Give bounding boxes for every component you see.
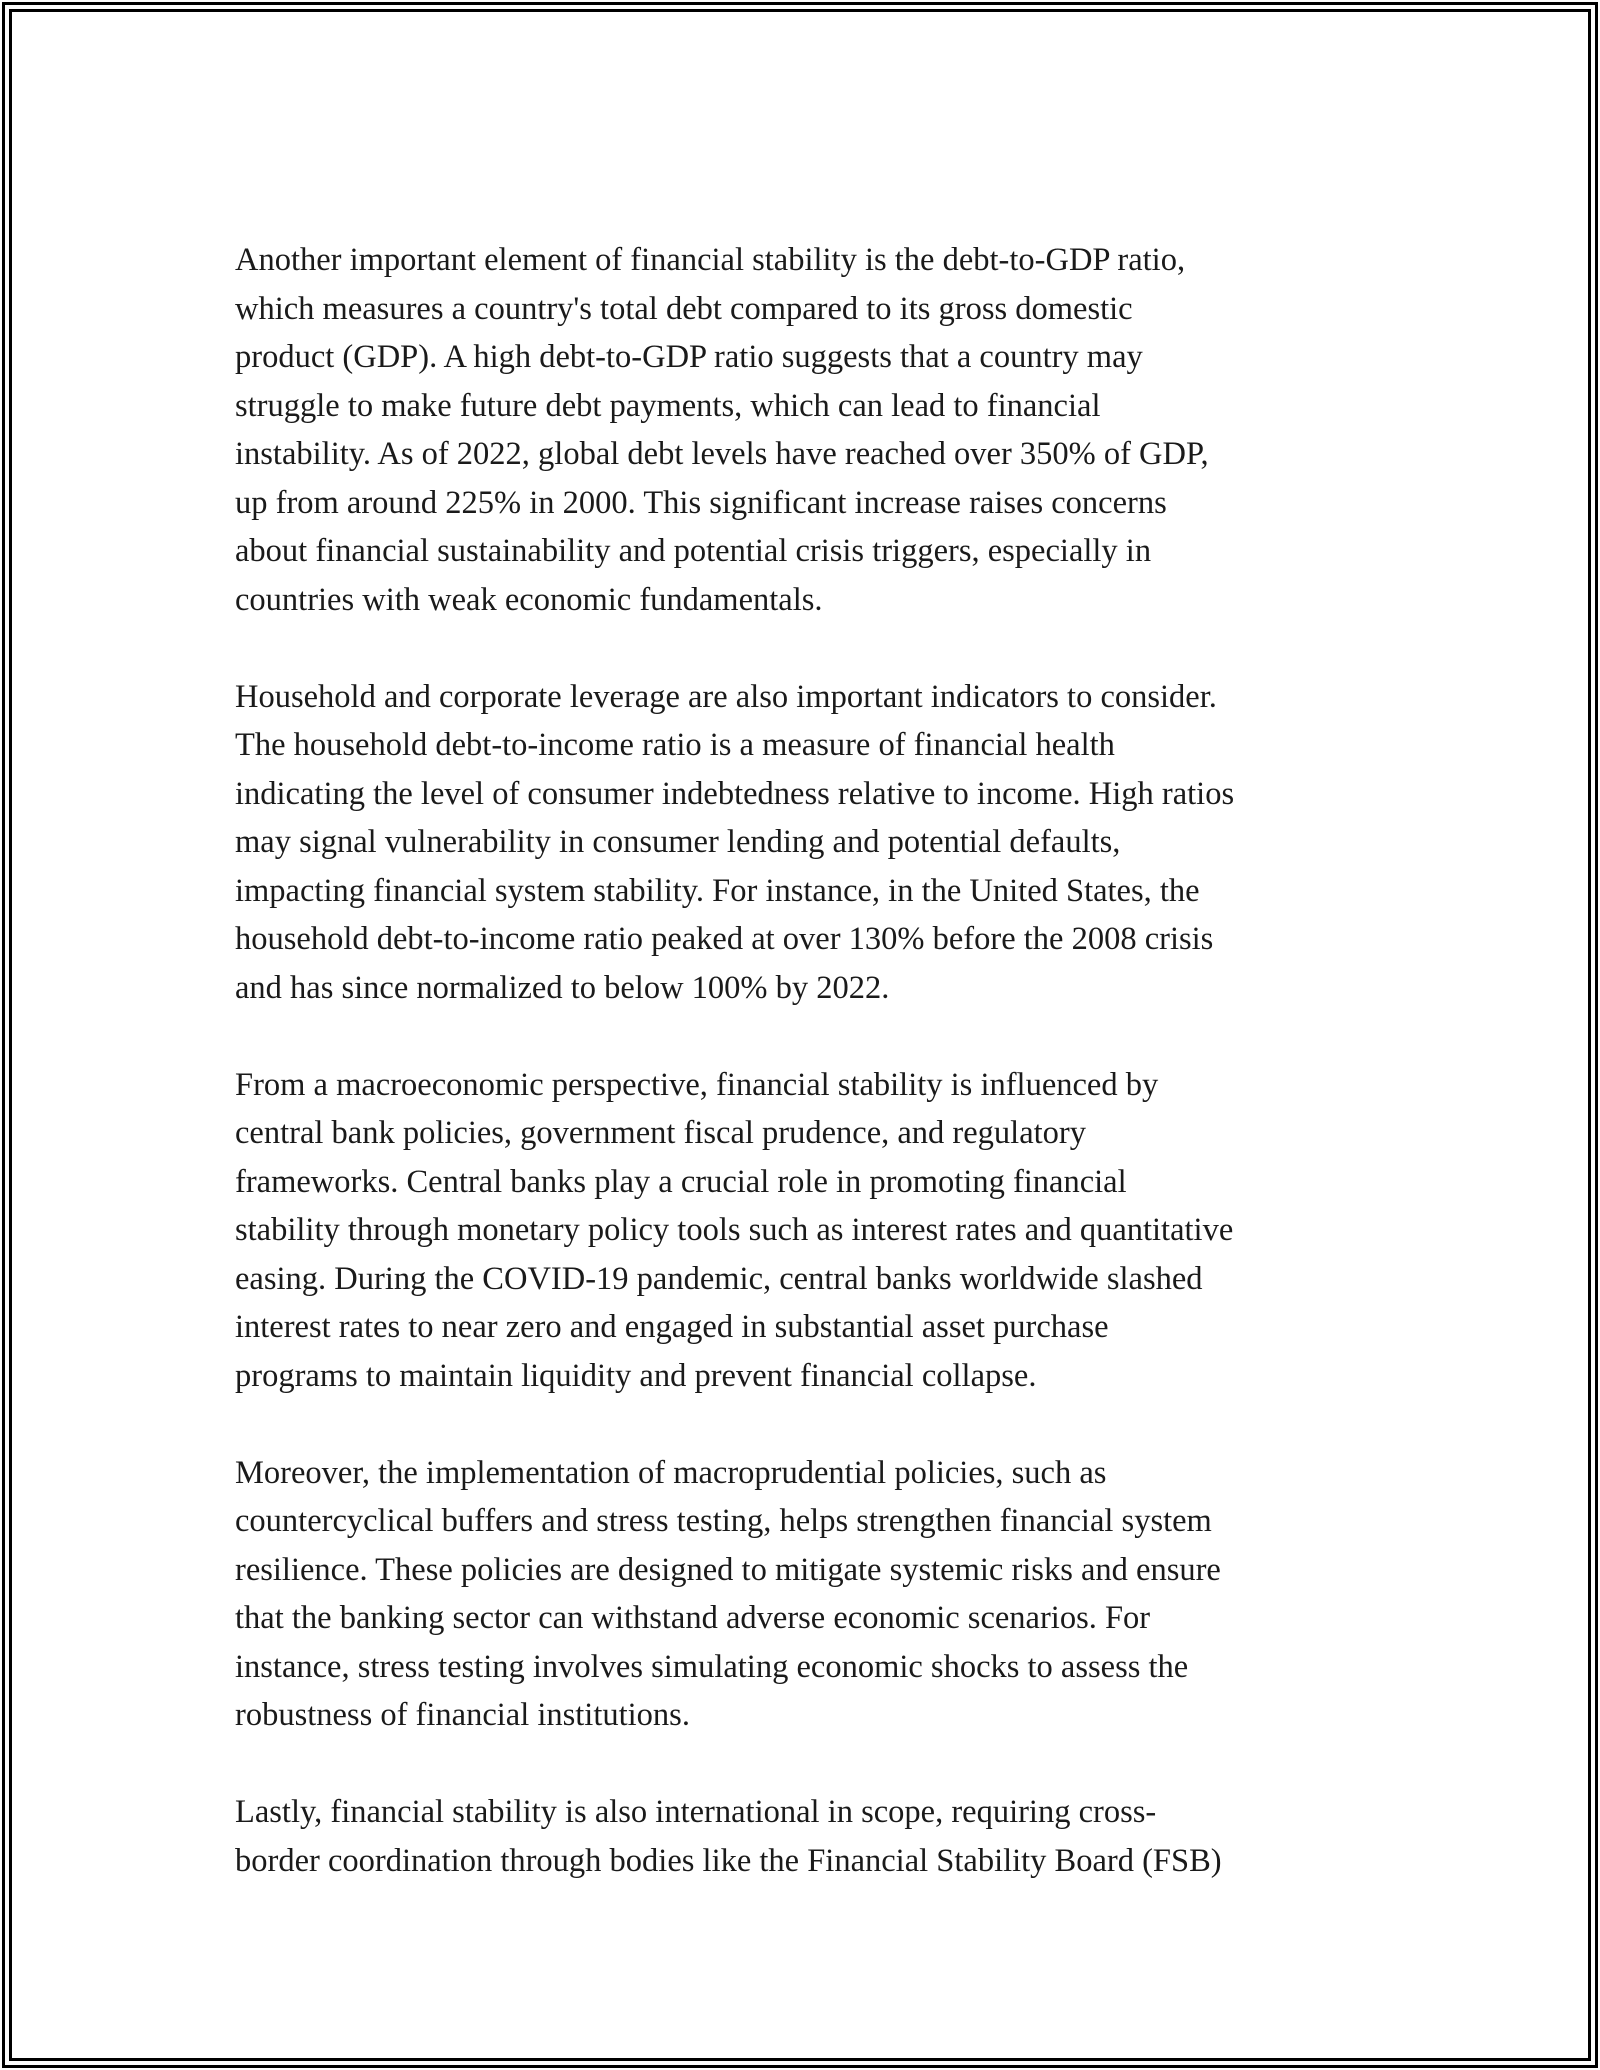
paragraph-macroprudential-policies: Moreover, the implementation of macroprudential policies, such as countercyclical buffers and stress testing, helps strengthen financial system resilience. These policies are designed to mitigate systemic risks and ensure that the banking sector can withstand adverse economic scenarios. For instance, stress testing involves simulating economic shocks to assess the robustness of financial institutions. (235, 1454, 1221, 1733)
paragraph-debt-to-gdp: Another important element of financial stability is the debt-to-GDP ratio, which measures a country's total debt compared to its gross domestic product (GDP). A high debt-to-GDP ratio suggests that a country may struggle to make future debt payments, which can lead to financial instability. As of 2022, global debt levels have reached over 350% of GDP, up from around 225% in 2000. This significant increase raises concerns about financial sustainability and potential crisis triggers, especially in countries with weak economic fundamentals. (235, 242, 1209, 618)
paragraph-macroeconomic-perspective: From a macroeconomic perspective, financial stability is influenced by central bank policies, government fiscal prudence, and regulatory frameworks. Central banks play a crucial role in promoting financial stability through monetary policy tools such as interest rates and quantitative easing. During the COVID-19 pandemic, central banks worldwide slashed interest rates to near zero and engaged in substantial asset purchase programs to maintain liquidity and prevent financial collapse. (235, 1066, 1234, 1394)
document-body (235, 236, 1370, 1934)
paragraph-household-leverage: Household and corporate leverage are also important indicators to consider. The household debt-to-income ratio is a measure of financial health indicating the level of consumer indebtedness relative to income. High ratios may signal vulnerability in consumer lending and potential defaults, impacting financial system stability. For instance, in the United States, the household debt-to-income ratio peaked at over 130% before the 2008 crisis and has since normalized to below 100% by 2022. (235, 678, 1235, 1006)
paragraph-international-scope: Lastly, financial stability is also international in scope, requiring cross- border coordination through bodies like the Financial Stability Board (FSB) (235, 1794, 1222, 1879)
